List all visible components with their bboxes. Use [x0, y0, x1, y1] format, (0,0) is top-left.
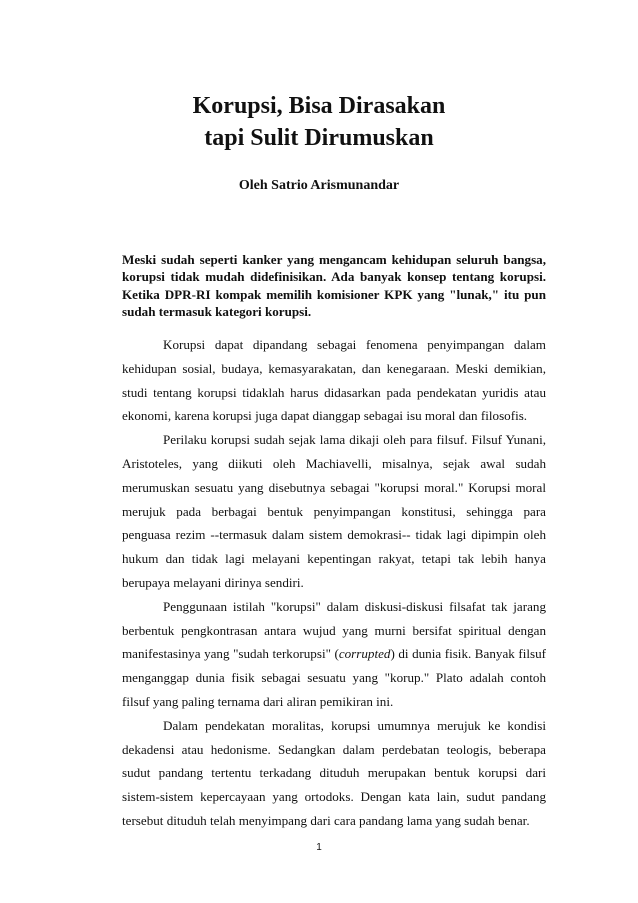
article-body	[122, 333, 546, 833]
italic-term: corrupted	[338, 646, 391, 662]
body-paragraph: Korupsi dapat dipandang sebagai fenomena penyimpangan dalam kehidupan sosial, budaya, kemasyarakatan, dan kenegaraan. Meski demikian, studi tentang korupsi tidaklah harus didasarkan pada pendekatan yuridis atau ekonomi, karena korupsi juga dapat dianggap sebagai isu moral dan filosofis.	[122, 337, 546, 424]
page-number: 1	[316, 842, 322, 853]
author-byline: Oleh Satrio Arismunandar	[238, 178, 400, 193]
body-paragraph: Dalam pendekatan moralitas, korupsi umumnya merujuk ke kondisi dekadensi atau hedonisme. Sedangkan dalam perdebatan teologis, beberapa sudut pandang tertentu terkadang dituduh merupakan bentuk korupsi dari sistem-sistem kepercayaan yang ortodoks. Dengan kata lain, sudut pandang tersebut dituduh telah menyimpang dari cara pandang lama yang sudah benar.	[122, 717, 546, 828]
document-title-line-1: Korupsi, Bisa Dirasakan	[192, 93, 446, 119]
abstract-lead: Meski sudah seperti kanker yang mengancam kehidupan seluruh bangsa, korupsi tidak mudah didefinisikan. Ada banyak konsep tentang korupsi. Ketika DPR-RI kompak memilih komisioner KPK yang "lunak," itu pun sudah termasuk kategori korupsi.	[122, 252, 546, 319]
paragraph-text-segment: ) di dunia fisik. Banyak filsuf menganggap dunia fisik sebagai sesuatu yang "korup." Plato adalah contoh filsuf yang paling ternama dari aliran pemikiran ini.	[122, 646, 546, 709]
document-title-line-2: tapi Sulit Dirumuskan	[204, 125, 434, 151]
paragraph-text-segment: Penggunaan istilah "korupsi" dalam diskusi-diskusi filsafat tak jarang berbentuk pengkontrasan antara wujud yang murni bersifat spiritual dengan manifestasinya yang "sudah terkorupsi" (	[122, 598, 546, 662]
body-paragraph: Perilaku korupsi sudah sejak lama dikaji oleh para filsuf. Filsuf Yunani, Aristoteles, yang diikuti oleh Machiavelli, misalnya, sejak awal sudah merumuskan sesuatu yang disebutnya sebagai "korupsi moral." Korupsi moral merujuk pada berbagai bentuk penyimpangan konstitusi, sehingga para penguasa rezim --termasuk dalam sistem demokrasi-- tidak lagi dipimpin oleh hukum dan tidak lagi melayani kepentingan rakyat, tetapi tak lebih hanya berupaya melayani dirinya sendiri.	[122, 432, 546, 590]
body-paragraph	[122, 595, 546, 714]
